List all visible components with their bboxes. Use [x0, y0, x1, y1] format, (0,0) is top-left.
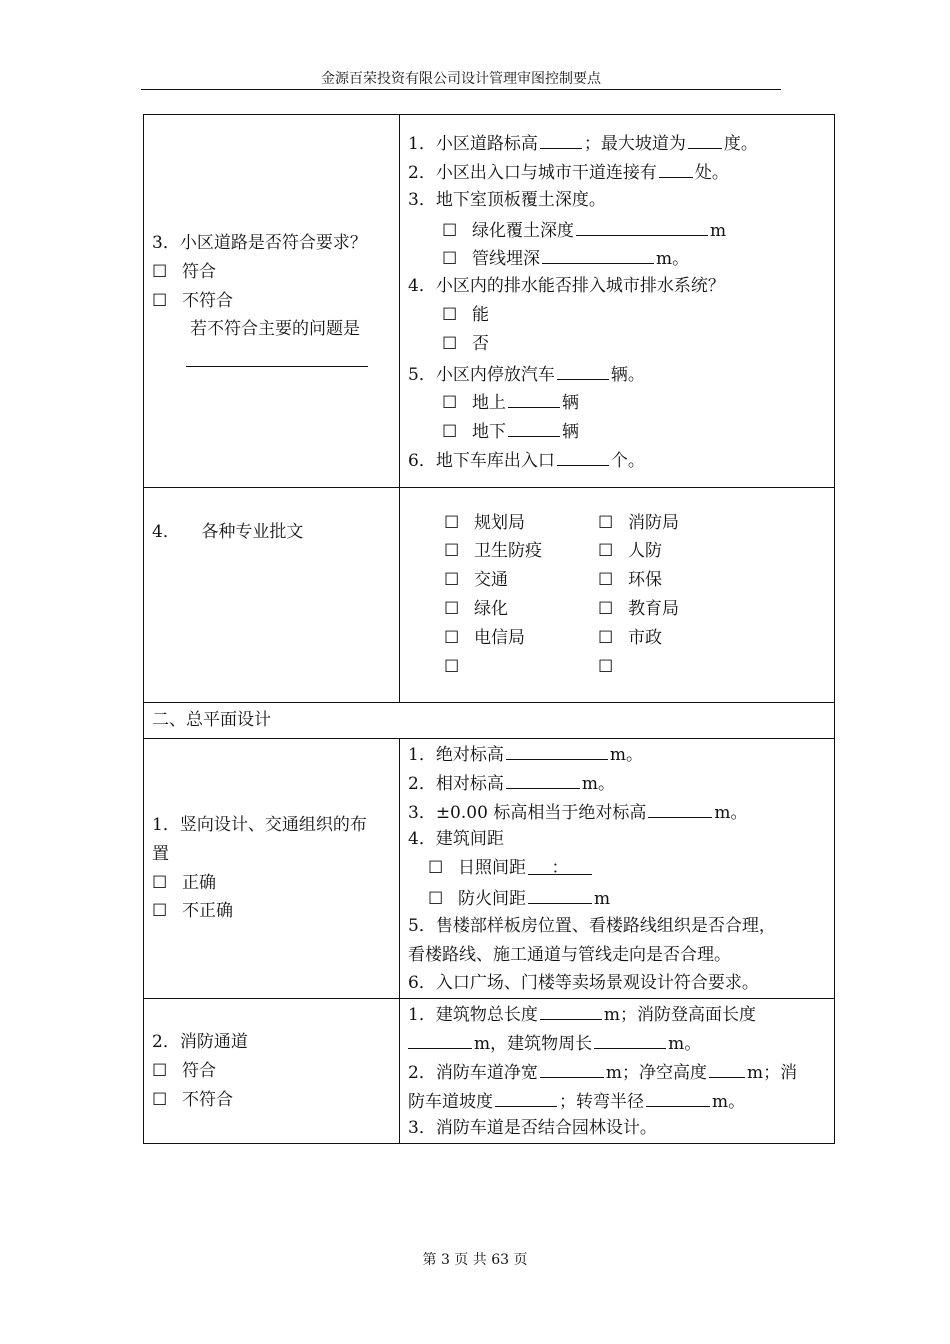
checkbox-icon[interactable]: ☐: [444, 541, 460, 562]
approval-left-item: [444, 566, 598, 595]
checkbox-icon[interactable]: ☐: [444, 627, 460, 648]
approval-label: 人防: [628, 541, 662, 562]
vertical-line-4-2: ☐ 防火间距 m: [408, 883, 834, 912]
review-form-table: [143, 114, 835, 1144]
checkbox-icon[interactable]: ☐: [442, 305, 458, 325]
vertical-option-yes: ☐ 正确: [152, 869, 399, 898]
approval-right-item: [598, 537, 752, 566]
fill-blank[interactable]: [557, 445, 609, 466]
road-option-no: [152, 287, 399, 316]
approval-label: 教育局: [628, 599, 679, 619]
approvals-options-cell: [400, 488, 835, 703]
checkbox-icon[interactable]: ☐: [152, 872, 168, 893]
fill-blank[interactable]: [508, 416, 560, 437]
road-line-3: 3．地下室顶板覆土深度。: [408, 189, 606, 210]
approval-left-item: [444, 595, 598, 624]
checkbox-icon[interactable]: ☐: [428, 888, 444, 909]
fill-blank[interactable]: [506, 739, 608, 760]
checkbox-icon[interactable]: ☐: [444, 570, 460, 591]
fill-blank[interactable]: [508, 387, 560, 408]
road-line-1: 1．小区道路标高 ；最大坡道为 度。: [408, 128, 834, 157]
road-question-cell: [144, 115, 400, 488]
fill-blank[interactable]: [659, 157, 693, 178]
checkbox-icon[interactable]: ☐: [444, 599, 460, 619]
road-line-5: 5．小区内停放汽车 辆。: [408, 359, 834, 388]
page-header-title: 金源百荣投资有限公司设计管理审图控制要点: [321, 71, 601, 87]
fill-blank[interactable]: [528, 883, 592, 904]
vertical-line-3: 3．±0.00 标高相当于绝对标高 m。: [408, 797, 834, 826]
fire-option-no: ☐ 不符合: [152, 1086, 399, 1115]
fill-blank[interactable]: [506, 768, 580, 789]
checkbox-icon[interactable]: ☐: [444, 656, 460, 677]
approval-right-item: [598, 509, 752, 538]
approval-label: 市政: [628, 627, 662, 648]
road-line-5-1: ☐ 地上 辆: [408, 387, 834, 416]
table-row-fire-lane: [144, 999, 835, 1144]
approvals-label: 4． 各种专业批文: [152, 522, 304, 542]
vertical-line-2: 2．相对标高 m。: [408, 768, 834, 797]
approvals-right-column: [598, 509, 752, 682]
approval-label: 卫生防疫: [474, 541, 542, 562]
vertical-line-5a: 5．售楼部样板房位置、看楼路线组织是否合理，: [408, 915, 776, 936]
fill-blank[interactable]: [540, 999, 602, 1020]
section-title: 二、总平面设计: [144, 703, 835, 739]
fill-blank[interactable]: [495, 1086, 557, 1107]
checkbox-icon[interactable]: ☐: [442, 422, 458, 443]
fire-question: 2．消防通道: [152, 1031, 248, 1052]
road-line-2: 2．小区出入口与城市干道连接有 处。: [408, 157, 834, 186]
fill-blank[interactable]: [408, 1028, 472, 1049]
page-footer-number: 第 3 页 共 63 页: [422, 1252, 528, 1268]
vertical-option-no: ☐ 不正确: [152, 897, 399, 926]
road-line-4: 4．小区内的排水能否排入城市排水系统？: [408, 276, 725, 297]
fire-line-2a: 2．消防车道净宽 m；净空高度 m；消: [408, 1057, 834, 1086]
fill-blank[interactable]: [557, 359, 609, 380]
checkbox-icon[interactable]: ☐: [598, 627, 614, 648]
checkbox-icon[interactable]: ☐: [152, 901, 168, 922]
approval-right-item: [598, 653, 752, 682]
road-issue-line-row: [152, 344, 399, 373]
road-line-6: 6．地下车库出入口 个。: [408, 445, 834, 474]
vertical-line-5b: 看楼路线、施工通道与管线走向是否合理。: [408, 944, 731, 965]
checkbox-icon[interactable]: ☐: [598, 570, 614, 591]
fill-blank[interactable]: [594, 1028, 666, 1049]
approval-right-item: [598, 595, 752, 624]
checkbox-icon[interactable]: ☐: [598, 512, 614, 533]
checkbox-icon[interactable]: ☐: [442, 220, 458, 241]
approval-left-item: [444, 537, 598, 566]
approvals-label-cell: [144, 488, 400, 703]
checkbox-icon[interactable]: ☐: [598, 656, 614, 677]
approval-label: 绿化: [474, 599, 508, 619]
fire-details-cell: [400, 999, 835, 1144]
table-row-road: [144, 115, 835, 488]
fill-blank[interactable]: [576, 215, 708, 236]
vertical-question-cell: [144, 739, 400, 999]
checkbox-icon[interactable]: ☐: [444, 512, 460, 533]
fire-line-3: 3．消防车道是否结合园林设计。: [408, 1118, 657, 1139]
option-label: 符合: [182, 261, 216, 282]
fire-line-1a: 1．建筑物总长度 m；消防登高面长度: [408, 999, 834, 1028]
vertical-line-1: 1．绝对标高 m。: [408, 739, 834, 768]
checkbox-icon[interactable]: ☐: [152, 261, 168, 282]
approval-left-item: [444, 509, 598, 538]
vertical-line-4: 4．建筑间距: [408, 829, 504, 850]
fill-blank[interactable]: ：: [528, 854, 592, 875]
road-line-4-yes: ☐ 能: [408, 301, 834, 330]
approval-left-item: [444, 653, 598, 682]
road-line-4-no: ☐ 否: [408, 330, 834, 359]
vertical-question-line-1: 1．竖向设计、交通组织的布: [152, 814, 367, 835]
checkbox-icon[interactable]: ☐: [152, 290, 168, 311]
vertical-line-6: 6．入口广场、门楼等卖场景观设计符合要求。: [408, 973, 759, 994]
checkbox-icon[interactable]: ☐: [442, 333, 458, 354]
fill-blank[interactable]: [648, 797, 712, 818]
approval-label: 电信局: [474, 627, 525, 648]
checkbox-icon[interactable]: ☐: [598, 541, 614, 562]
fill-blank[interactable]: [540, 1057, 604, 1078]
approval-label: 规划局: [474, 512, 525, 533]
checkbox-icon[interactable]: ☐: [442, 393, 458, 414]
road-line-3-1: ☐ 绿化覆土深度 m: [408, 215, 834, 244]
checkbox-icon[interactable]: ☐: [598, 599, 614, 619]
checkbox-icon[interactable]: ☐: [152, 1089, 168, 1110]
fill-blank[interactable]: [709, 1057, 745, 1078]
fill-blank[interactable]: [540, 128, 582, 149]
checkbox-icon[interactable]: ☐: [428, 858, 444, 879]
vertical-question-line-2: 置: [152, 843, 169, 864]
fire-line-2b: 防车道坡度 ；转弯半径 m。: [408, 1086, 834, 1115]
checkbox-icon[interactable]: ☐: [442, 249, 458, 270]
vertical-details-cell: [400, 739, 835, 999]
table-row-vertical-design: [144, 739, 835, 999]
road-option-yes: [152, 258, 399, 287]
option-label: 不符合: [182, 290, 233, 311]
fire-option-yes: ☐ 符合: [152, 1057, 399, 1086]
fill-blank[interactable]: [688, 128, 722, 149]
approval-left-item: [444, 624, 598, 653]
approval-right-item: [598, 624, 752, 653]
road-line-3-2: ☐ 管线埋深 m。: [408, 243, 834, 272]
approval-label: 交通: [474, 570, 508, 591]
road-question: 3．小区道路是否符合要求？: [152, 233, 367, 253]
approval-right-item: [598, 566, 752, 595]
fill-blank[interactable]: [646, 1086, 710, 1107]
fill-blank[interactable]: [542, 243, 654, 264]
checkbox-icon[interactable]: ☐: [152, 1060, 168, 1081]
vertical-line-4-1: ☐ 日照间距 ：: [408, 854, 834, 883]
table-row-approvals: [144, 488, 835, 703]
approvals-left-column: [444, 509, 598, 682]
header-rule: [141, 89, 781, 90]
fire-question-cell: [144, 999, 400, 1144]
road-details-cell: [400, 115, 835, 488]
road-line-5-2: ☐ 地下 辆: [408, 416, 834, 445]
fire-line-1b: m，建筑物周长 m。: [408, 1028, 834, 1057]
approval-label: 环保: [628, 570, 662, 591]
approval-label: 消防局: [628, 512, 679, 533]
table-row-section-2: [144, 703, 835, 739]
road-issue-fill-line[interactable]: [186, 344, 368, 367]
road-issue-label: 若不符合主要的问题是: [190, 319, 360, 340]
